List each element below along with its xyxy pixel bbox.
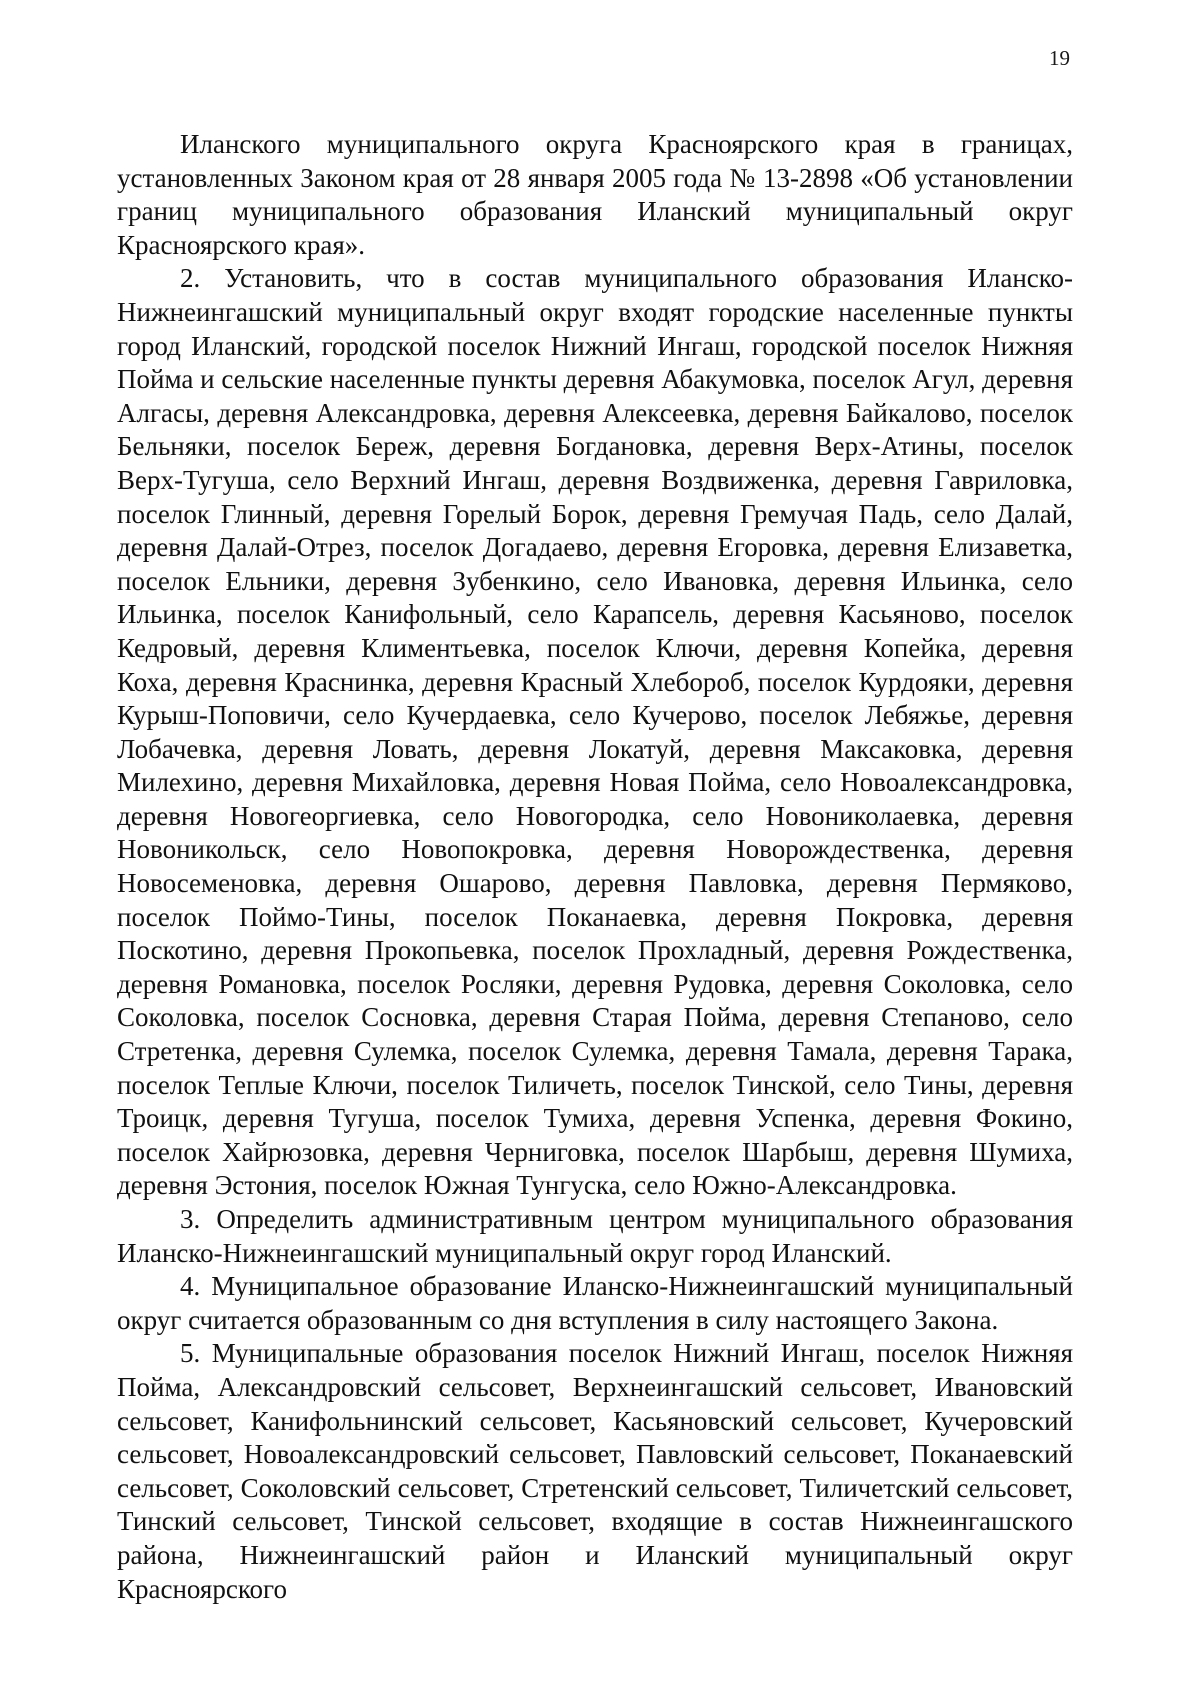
paragraph-5-municipalities: 5. Муниципальные образования поселок Нижний Ингаш, поселок Нижняя Пойма, Александровский сельсовет, Верхнеингашский сельсовет, Ивановский сельсовет, Канифольнинский сельсовет, Касьяновский сельсовет, Кучеровский сельсовет, Новоалександровский сельсовет, Павловский сельсовет, Поканаевский сельсовет, Соколовский сельсовет, Стретенский сельсовет, Тиличетский сельсовет, Тинский сельсовет, Тинской сельсовет, входящие в состав Нижнеингашского района, Нижнеингашский район и Иланский муниципальный округ Красноярского [117,1338,1073,1604]
paragraph-3-admin-center: 3. Определить административным центром муниципального образования Иланско-Нижнеингашский муниципальный округ город Иланский. [117,1204,1073,1268]
page-number: 19 [1049,46,1070,70]
paragraph-4-formation-date: 4. Муниципальное образование Иланско-Нижнеингашский муниципальный округ считается образованным со дня вступления в силу настоящего Закона. [117,1271,1073,1335]
paragraph-continuation: Иланского муниципального округа Красноярского края в границах, установленных Законом края от 28 января 2005 года № 13-2898 «Об установлении границ муниципального образования Иланский муниципальный округ Красноярского края». [117,129,1073,260]
document-body [117,128,1073,1606]
paragraph-2-settlements: 2. Установить, что в состав муниципального образования Иланско-Нижнеингашский муниципальный округ входят городские населенные пункты город Иланский, городской поселок Нижний Ингаш, городской поселок Нижняя Пойма и сельские населенные пункты деревня Абакумовка, поселок Агул, деревня Алгасы, деревня Александровка, деревня Алексеевка, деревня Байкалово, поселок Бельняки, поселок Береж, деревня Богдановка, деревня Верх-Атины, поселок Верх-Тугуша, село Верхний Ингаш, деревня Воздвиженка, деревня Гавриловка, поселок Глинный, деревня Горелый Борок, деревня Гремучая Падь, село Далай, деревня Далай-Отрез, поселок Догадаево, деревня Егоровка, деревня Елизаветка, поселок Ельники, деревня Зубенкино, село Ивановка, деревня Ильинка, село Ильинка, поселок Канифольный, село Карапсель, деревня Касьяново, поселок Кедровый, деревня Климентьевка, поселок Ключи, деревня Копейка, деревня Коха, деревня Краснинка, деревня Красный Хлебороб, поселок Курдояки, деревня Курыш-Поповичи, село Кучердаевка, село Кучерово, поселок Лебяжье, деревня Лобачевка, деревня Ловать, деревня Локатуй, деревня Максаковка, деревня Милехино, деревня Михайловка, деревня Новая Пойма, село Новоалександровка, деревня Новогеоргиевка, село Новогородка, село Новониколаевка, деревня Новоникольск, село Новопокровка, деревня Новорождественка, деревня Новосеменовка, деревня Ошарово, деревня Павловка, деревня Пермяково, поселок Поймо-Тины, поселок Поканаевка, деревня Покровка, деревня Поскотино, деревня Прокопьевка, поселок Прохладный, деревня Рождественка, деревня Романовка, поселок Росляки, деревня Рудовка, деревня Соколовка, село Соколовка, поселок Сосновка, деревня Старая Пойма, деревня Степаново, село Стретенка, деревня Сулемка, поселок Сулемка, деревня Тамала, деревня Тарака, поселок Теплые Ключи, поселок Тиличеть, поселок Тинской, село Тины, деревня Троицк, деревня Тугуша, поселок Тумиха, деревня Успенка, деревня Фокино, поселок Хайрюзовка, деревня Черниговка, поселок Шарбыш, деревня Шумиха, деревня Эстония, поселок Южная Тунгуска, село Южно-Александровка. [117,263,1073,1201]
